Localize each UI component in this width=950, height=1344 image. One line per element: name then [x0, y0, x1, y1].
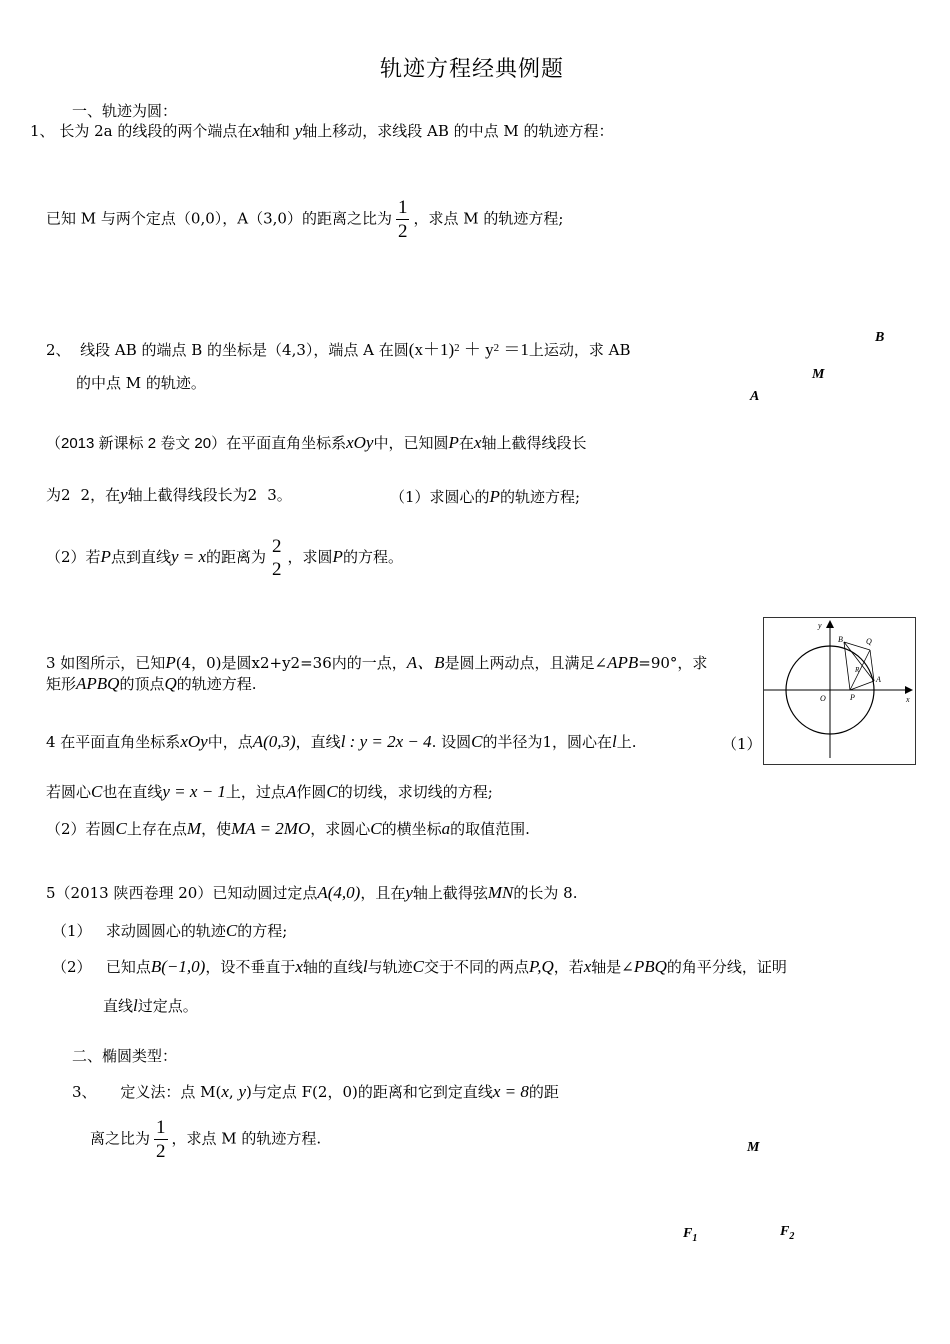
- point-label-b: B: [875, 330, 885, 345]
- sqrt-value: 3: [267, 486, 277, 504]
- question-2b-part1: （1）求圆心的P的轨迹方程;: [390, 487, 580, 506]
- fig-label-q: Q: [866, 637, 872, 646]
- fraction: $\frac{1}{2}$: [397, 197, 408, 242]
- fig-label-p: P: [850, 693, 855, 702]
- fig-label-r: R: [855, 666, 860, 674]
- question-5-line3: 直线l过定点。: [103, 996, 198, 1015]
- question-4: 4 在平面直角坐标系xOy中，点A(0,3)，直线l : y = 2x − 4. 设圆C的半径为1，圆心在l上.: [46, 732, 637, 751]
- question-5-part2: （2） 已知点B(−1,0)，设不垂直于x轴的直线l与轨迹C交于不同的两点P,Q，若x轴是∠PBQ的角平分线，证明: [52, 957, 787, 976]
- question-5-part1: （1） 求动圆圆心的轨迹C的方程;: [52, 921, 288, 940]
- question-3-line2: 矩形APBQ的顶点Q的轨迹方程.: [46, 674, 257, 693]
- question-4-part1-label: （1）: [722, 735, 762, 753]
- fraction: $\frac{1}{2}$: [156, 1117, 166, 1162]
- point-label-f1: $F_1$: [683, 1226, 698, 1244]
- circle-diagram: [764, 618, 915, 764]
- fig-label-o: O: [820, 694, 826, 703]
- fraction: 2 2: [272, 536, 282, 580]
- section2-heading: 二、椭圆类型：: [72, 1047, 178, 1065]
- point-label-m2: M: [747, 1140, 760, 1155]
- x-axis-arrow: [905, 686, 913, 694]
- question-1: 1、 长为 2a 的线段的两个端点在x轴和 y轴上移动，求线段 AB 的中点 M 的轨迹方程：: [30, 121, 614, 140]
- section2-question-3-line2: 离之比为 $\frac{1}{2}$ ，求点 M 的轨迹方程.: [90, 1117, 322, 1162]
- point-label-m: M: [812, 367, 825, 382]
- question-2-line2: 的中点 M 的轨迹。: [76, 374, 206, 392]
- y-axis-arrow: [826, 620, 834, 628]
- question-1b: 已知 M 与两个定点（0,0），A（3,0）的距离之比为 $\frac{1}{2}$ ，求点 M 的轨迹方程;: [46, 197, 564, 242]
- page-title: 轨迹方程经典例题: [380, 57, 565, 82]
- point-label-a: A: [750, 389, 760, 404]
- circle-figure: [763, 617, 916, 765]
- section1-heading: 一、轨迹为圆：: [72, 102, 178, 120]
- question-2b-line2: 为2 2，在y轴上截得线段长为2 3。: [46, 485, 292, 504]
- fig-label-x: x: [906, 695, 910, 704]
- question-2b: （2013 新课标 2 卷文 20）在平面直角坐标系xOy中，已知圆P在x轴上截得线段长: [46, 433, 587, 452]
- section2-question-3: 3、 定义法：点 M(x, y)与定点 F(2，0)的距离和它到定直线x = 8的距: [72, 1082, 559, 1101]
- point-label-f2: $F_2$: [780, 1224, 795, 1242]
- fig-label-y: y: [818, 621, 822, 630]
- fig-label-a: A: [876, 675, 881, 684]
- question-4-part2: （2）若圆C上存在点M，使MA = 2MO，求圆心C的横坐标a的取值范围.: [46, 819, 530, 838]
- sqrt-value: 2: [80, 486, 91, 504]
- question-2b-part2: （2）若P点到直线y = x的距离为 2 2 ，求圆P的方程。: [46, 536, 403, 580]
- fig-label-b: B: [838, 635, 843, 644]
- question-4-line2: 若圆心C也在直线y = x − 1上，过点A作圆C的切线，求切线的方程;: [46, 782, 493, 801]
- question-2: 2、 线段 AB 的端点 B 的坐标是（4,3），端点 A 在圆$(x+1)^2 + y^2 =1$上运动，求 AB: [46, 340, 631, 359]
- question-3: 3 如图所示，已知P(4，0)是圆x2+y2=36内的一点，A、B是圆上两动点，且满足∠APB=90°，求: [46, 653, 708, 672]
- question-5: 5（2013 陕西卷理 20）已知动圆过定点A(4,0)，且在y轴上截得弦MN的长为 8.: [46, 883, 578, 902]
